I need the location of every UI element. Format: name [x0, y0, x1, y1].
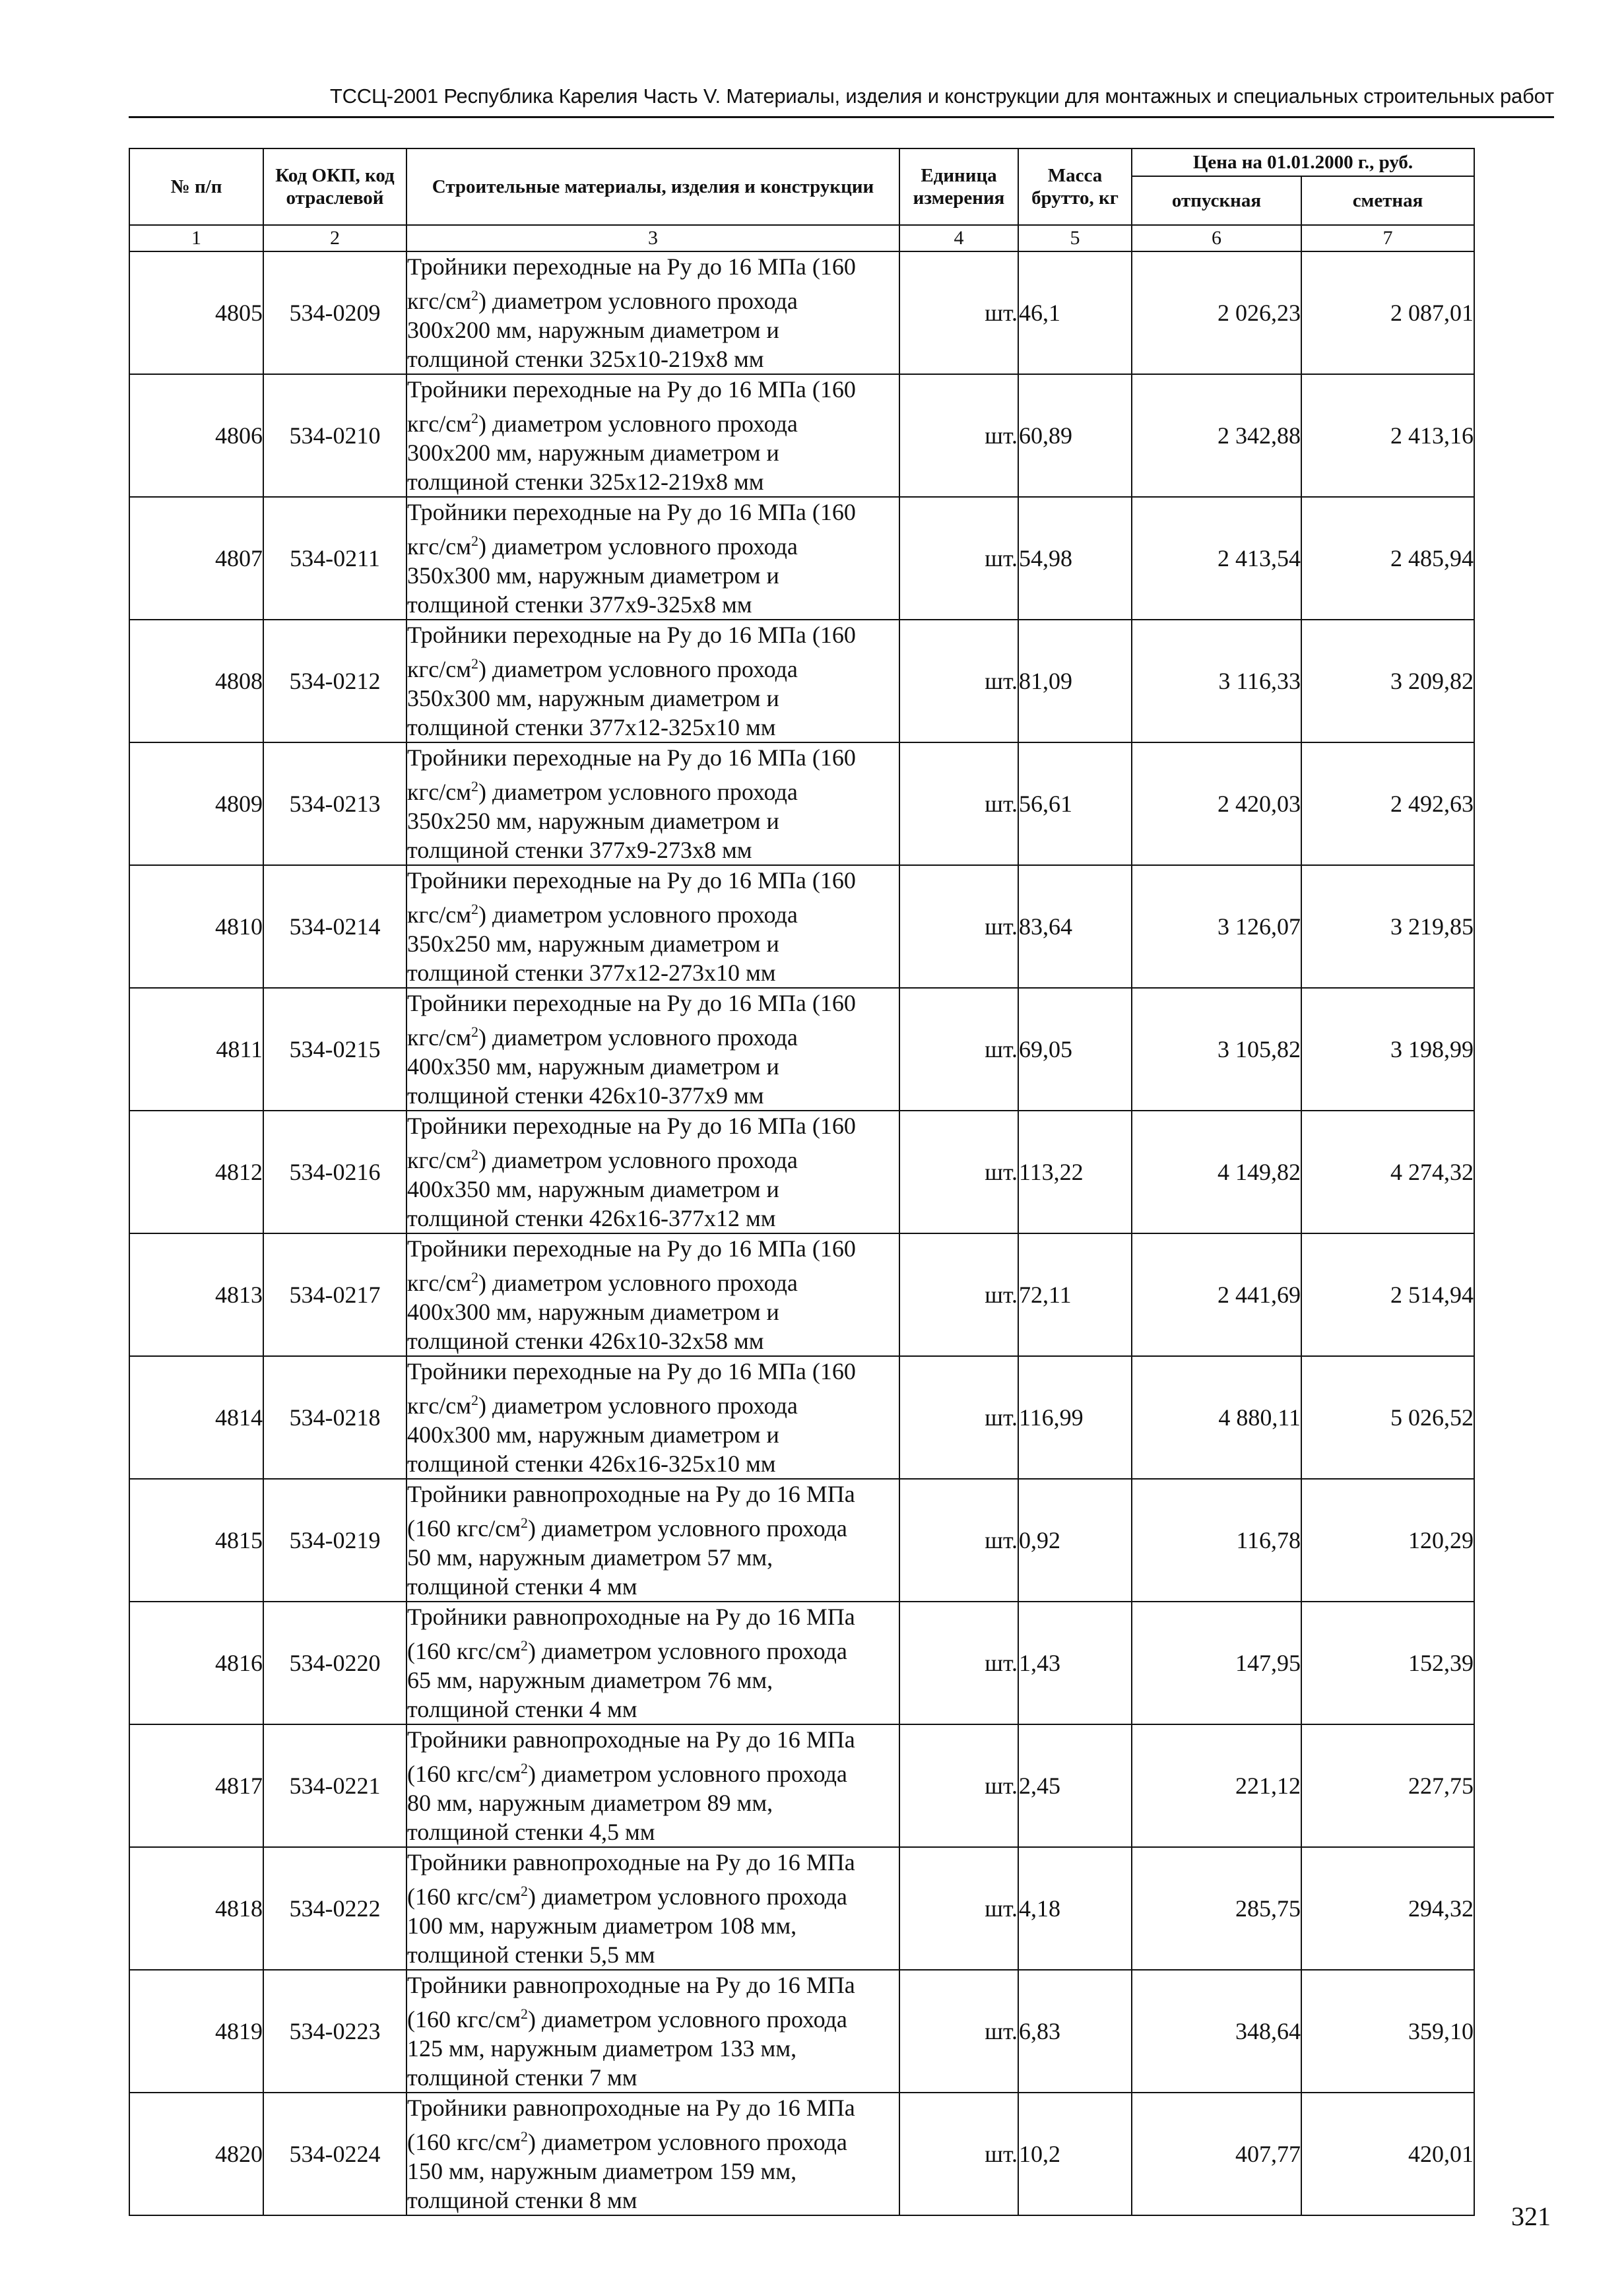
description-line: Тройники переходные на Ру до 16 МПа (160 [407, 622, 856, 648]
row-number: 4812 [129, 1111, 263, 1233]
description-line: ) диаметром условного прохода [478, 656, 798, 682]
page-number: 321 [1511, 2201, 1551, 2231]
column-index-row [129, 225, 1474, 251]
description-line: кгс/см [407, 288, 471, 314]
description-line: Тройники равнопроходные на Ру до 16 МПа [407, 1726, 855, 1753]
material-description [406, 1233, 899, 1356]
description-line: ) диаметром условного прохода [527, 1638, 847, 1664]
description-line: 80 мм, наружным диаметром 89 мм, [407, 1790, 773, 1816]
material-description [406, 1970, 899, 2093]
row-number: 4816 [129, 1602, 263, 1724]
description-line: Тройники переходные на Ру до 16 МПа (160 [407, 867, 856, 894]
description-line: толщиной стенки 377x9-273x8 мм [407, 837, 752, 863]
description-line: Тройники переходные на Ру до 16 МПа (160 [407, 1113, 856, 1139]
description-line: ) диаметром условного прохода [478, 901, 798, 928]
release-price: 116,78 [1132, 1479, 1301, 1602]
table-row [129, 1602, 1474, 1724]
estimate-price: 359,10 [1301, 1970, 1474, 2093]
description-line: толщиной стенки 377x12-325x10 мм [407, 714, 776, 740]
okp-code: 534-0213 [263, 742, 406, 865]
unit-of-measure: шт. [899, 1602, 1018, 1724]
release-price: 2 342,88 [1132, 374, 1301, 497]
release-price: 2 026,23 [1132, 251, 1301, 374]
table-row [129, 2093, 1474, 2215]
col-header-price-estimate: сметная [1301, 176, 1474, 225]
release-price: 4 880,11 [1132, 1356, 1301, 1479]
gross-mass: 56,61 [1018, 742, 1132, 865]
material-description [406, 865, 899, 988]
estimate-price: 294,32 [1301, 1847, 1474, 1970]
description-line: Тройники переходные на Ру до 16 МПа (160 [407, 253, 856, 280]
okp-code: 534-0214 [263, 865, 406, 988]
row-number: 4810 [129, 865, 263, 988]
description-line: Тройники равнопроходные на Ру до 16 МПа [407, 1972, 855, 1998]
table-row [129, 865, 1474, 988]
description-line: Тройники переходные на Ру до 16 МПа (160 [407, 499, 856, 525]
description-line: кгс/см [407, 1147, 471, 1173]
release-price: 2 413,54 [1132, 497, 1301, 620]
release-price: 3 105,82 [1132, 988, 1301, 1111]
material-description [406, 1111, 899, 1233]
description-line: Тройники переходные на Ру до 16 МПа (160 [407, 744, 856, 771]
table-row [129, 1356, 1474, 1479]
unit-of-measure: шт. [899, 2093, 1018, 2215]
material-description [406, 1602, 899, 1724]
description-line: 150 мм, наружным диаметром 159 мм, [407, 2158, 797, 2184]
gross-mass: 60,89 [1018, 374, 1132, 497]
description-line: 50 мм, наружным диаметром 57 мм, [407, 1544, 773, 1571]
column-index: 4 [899, 225, 1018, 251]
description-line: (160 кгс/см [407, 1883, 521, 1910]
release-price: 147,95 [1132, 1602, 1301, 1724]
okp-code: 534-0218 [263, 1356, 406, 1479]
material-description [406, 1356, 899, 1479]
table-row [129, 497, 1474, 620]
release-price: 348,64 [1132, 1970, 1301, 2093]
description-superscript: 2 [520, 1760, 528, 1776]
description-line: ) диаметром условного прохода [527, 1761, 847, 1787]
col-header-mass: Масса брутто, кг [1018, 148, 1132, 225]
unit-of-measure: шт. [899, 374, 1018, 497]
gross-mass: 116,99 [1018, 1356, 1132, 1479]
okp-code: 534-0220 [263, 1602, 406, 1724]
description-line: ) диаметром условного прохода [478, 1392, 798, 1419]
description-line: Тройники равнопроходные на Ру до 16 МПа [407, 2095, 855, 2121]
unit-of-measure: шт. [899, 1970, 1018, 2093]
description-line: кгс/см [407, 410, 471, 437]
description-line: кгс/см [407, 1024, 471, 1051]
gross-mass: 2,45 [1018, 1724, 1132, 1847]
material-description [406, 374, 899, 497]
description-line: кгс/см [407, 1270, 471, 1296]
estimate-price: 3 219,85 [1301, 865, 1474, 988]
okp-code: 534-0217 [263, 1233, 406, 1356]
unit-of-measure: шт. [899, 742, 1018, 865]
description-line: (160 кгс/см [407, 2006, 521, 2033]
row-number: 4819 [129, 1970, 263, 2093]
gross-mass: 69,05 [1018, 988, 1132, 1111]
description-line: толщиной стенки 8 мм [407, 2187, 637, 2213]
description-line: ) диаметром условного прохода [478, 410, 798, 437]
unit-of-measure: шт. [899, 1479, 1018, 1602]
unit-of-measure: шт. [899, 1233, 1018, 1356]
description-line: толщиной стенки 4 мм [407, 1573, 637, 1600]
row-number: 4805 [129, 251, 263, 374]
description-line: 300x200 мм, наружным диаметром и [407, 317, 779, 343]
description-superscript: 2 [471, 1146, 478, 1163]
description-superscript: 2 [471, 901, 478, 917]
unit-of-measure: шт. [899, 1724, 1018, 1847]
estimate-price: 2 087,01 [1301, 251, 1474, 374]
material-description [406, 988, 899, 1111]
table-row [129, 1970, 1474, 2093]
description-superscript: 2 [471, 1024, 478, 1040]
estimate-price: 152,39 [1301, 1602, 1474, 1724]
description-line: 400x300 мм, наружным диаметром и [407, 1421, 779, 1448]
description-line: кгс/см [407, 533, 471, 560]
table-row [129, 1233, 1474, 1356]
description-superscript: 2 [471, 655, 478, 672]
description-line: 350x300 мм, наружным диаметром и [407, 685, 779, 711]
material-description [406, 1479, 899, 1602]
description-line: кгс/см [407, 901, 471, 928]
gross-mass: 46,1 [1018, 251, 1132, 374]
description-line: ) диаметром условного прохода [478, 533, 798, 560]
description-line: ) диаметром условного прохода [527, 2006, 847, 2033]
unit-of-measure: шт. [899, 1356, 1018, 1479]
table-row [129, 742, 1474, 865]
estimate-price: 5 026,52 [1301, 1356, 1474, 1479]
okp-code: 534-0209 [263, 251, 406, 374]
material-description [406, 497, 899, 620]
release-price: 2 441,69 [1132, 1233, 1301, 1356]
description-line: (160 кгс/см [407, 1638, 521, 1664]
column-index: 6 [1132, 225, 1301, 251]
description-line: толщиной стенки 5,5 мм [407, 1941, 655, 1968]
release-price: 3 116,33 [1132, 620, 1301, 742]
description-line: 350x250 мм, наружным диаметром и [407, 930, 779, 957]
row-number: 4806 [129, 374, 263, 497]
description-line: ) диаметром условного прохода [478, 1147, 798, 1173]
description-superscript: 2 [471, 778, 478, 795]
unit-of-measure: шт. [899, 1847, 1018, 1970]
running-header: ТССЦ-2001 Республика Карелия Часть V. Материалы, изделия и конструкции для монтажных и специальных строительных работ [329, 84, 1554, 108]
description-line: 300x200 мм, наружным диаметром и [407, 440, 779, 466]
gross-mass: 83,64 [1018, 865, 1132, 988]
release-price: 221,12 [1132, 1724, 1301, 1847]
row-number: 4811 [129, 988, 263, 1111]
description-line: Тройники переходные на Ру до 16 МПа (160 [407, 376, 856, 403]
table-row [129, 620, 1474, 742]
okp-code: 534-0211 [263, 497, 406, 620]
row-number: 4818 [129, 1847, 263, 1970]
description-superscript: 2 [471, 410, 478, 426]
column-index: 7 [1301, 225, 1474, 251]
description-superscript: 2 [520, 1883, 528, 1899]
table-row [129, 1724, 1474, 1847]
price-table [129, 148, 1475, 2216]
description-line: толщиной стенки 377x12-273x10 мм [407, 960, 776, 986]
description-line: толщиной стенки 4 мм [407, 1696, 637, 1722]
table-row [129, 251, 1474, 374]
description-line: 400x350 мм, наружным диаметром и [407, 1053, 779, 1080]
material-description [406, 1724, 899, 1847]
description-line: Тройники переходные на Ру до 16 МПа (160 [407, 1358, 856, 1384]
description-line: ) диаметром условного прохода [527, 2129, 847, 2155]
description-line: 65 мм, наружным диаметром 76 мм, [407, 1667, 773, 1693]
row-number: 4809 [129, 742, 263, 865]
col-header-unit: Единица измерения [899, 148, 1018, 225]
estimate-price: 2 514,94 [1301, 1233, 1474, 1356]
okp-code: 534-0215 [263, 988, 406, 1111]
description-line: (160 кгс/см [407, 1515, 521, 1542]
col-header-num: № п/п [129, 148, 263, 225]
description-superscript: 2 [520, 1637, 528, 1654]
row-number: 4813 [129, 1233, 263, 1356]
table-row [129, 988, 1474, 1111]
header-rule [129, 116, 1554, 118]
description-superscript: 2 [520, 2128, 528, 2145]
column-index: 3 [406, 225, 899, 251]
description-line: Тройники равнопроходные на Ру до 16 МПа [407, 1849, 855, 1875]
unit-of-measure: шт. [899, 620, 1018, 742]
okp-code: 534-0221 [263, 1724, 406, 1847]
gross-mass: 4,18 [1018, 1847, 1132, 1970]
description-line: ) диаметром условного прохода [478, 1270, 798, 1296]
col-header-code: Код ОКП, код отраслевой [263, 148, 406, 225]
description-line: (160 кгс/см [407, 1761, 521, 1787]
description-line: 400x350 мм, наружным диаметром и [407, 1176, 779, 1202]
okp-code: 534-0210 [263, 374, 406, 497]
description-line: Тройники переходные на Ру до 16 МПа (160 [407, 1235, 856, 1262]
estimate-price: 3 209,82 [1301, 620, 1474, 742]
description-line: толщиной стенки 426x10-32x58 мм [407, 1328, 764, 1354]
gross-mass: 0,92 [1018, 1479, 1132, 1602]
unit-of-measure: шт. [899, 497, 1018, 620]
description-line: 125 мм, наружным диаметром 133 мм, [407, 2035, 797, 2062]
table-row [129, 1847, 1474, 1970]
material-description [406, 620, 899, 742]
description-line: толщиной стенки 426x10-377x9 мм [407, 1082, 764, 1109]
estimate-price: 2 485,94 [1301, 497, 1474, 620]
column-index: 1 [129, 225, 263, 251]
release-price: 407,77 [1132, 2093, 1301, 2215]
gross-mass: 81,09 [1018, 620, 1132, 742]
estimate-price: 2 413,16 [1301, 374, 1474, 497]
estimate-price: 227,75 [1301, 1724, 1474, 1847]
okp-code: 534-0223 [263, 1970, 406, 2093]
col-header-name: Строительные материалы, изделия и конструкции [406, 148, 899, 225]
description-line: толщиной стенки 325x12-219x8 мм [407, 469, 764, 495]
description-line: (160 кгс/см [407, 2129, 521, 2155]
table-body [129, 251, 1474, 2215]
material-description [406, 2093, 899, 2215]
description-line: ) диаметром условного прохода [478, 288, 798, 314]
row-number: 4808 [129, 620, 263, 742]
estimate-price: 120,29 [1301, 1479, 1474, 1602]
description-line: 350x250 мм, наружным диаметром и [407, 808, 779, 834]
gross-mass: 6,83 [1018, 1970, 1132, 2093]
column-index: 2 [263, 225, 406, 251]
description-line: Тройники равнопроходные на Ру до 16 МПа [407, 1604, 855, 1630]
description-line: кгс/см [407, 1392, 471, 1419]
description-line: толщиной стенки 426x16-377x12 мм [407, 1205, 776, 1231]
description-line: Тройники переходные на Ру до 16 МПа (160 [407, 990, 856, 1016]
okp-code: 534-0222 [263, 1847, 406, 1970]
gross-mass: 113,22 [1018, 1111, 1132, 1233]
description-line: ) диаметром условного прохода [478, 779, 798, 805]
description-superscript: 2 [471, 1392, 478, 1408]
row-number: 4820 [129, 2093, 263, 2215]
release-price: 4 149,82 [1132, 1111, 1301, 1233]
description-line: толщиной стенки 7 мм [407, 2064, 637, 2091]
description-line: кгс/см [407, 779, 471, 805]
gross-mass: 10,2 [1018, 2093, 1132, 2215]
table-row [129, 1111, 1474, 1233]
description-superscript: 2 [471, 287, 478, 304]
table-row [129, 1479, 1474, 1602]
material-description [406, 1847, 899, 1970]
gross-mass: 54,98 [1018, 497, 1132, 620]
estimate-price: 4 274,32 [1301, 1111, 1474, 1233]
description-line: Тройники равнопроходные на Ру до 16 МПа [407, 1481, 855, 1507]
material-description [406, 251, 899, 374]
unit-of-measure: шт. [899, 988, 1018, 1111]
description-line: ) диаметром условного прохода [527, 1515, 847, 1542]
description-line: толщиной стенки 4,5 мм [407, 1819, 655, 1845]
description-superscript: 2 [471, 533, 478, 549]
material-description [406, 742, 899, 865]
description-superscript: 2 [520, 2005, 528, 2022]
unit-of-measure: шт. [899, 865, 1018, 988]
table-row [129, 374, 1474, 497]
unit-of-measure: шт. [899, 1111, 1018, 1233]
estimate-price: 420,01 [1301, 2093, 1474, 2215]
description-superscript: 2 [471, 1269, 478, 1286]
description-line: кгс/см [407, 656, 471, 682]
row-number: 4807 [129, 497, 263, 620]
release-price: 285,75 [1132, 1847, 1301, 1970]
col-header-price-group: Цена на 01.01.2000 г., руб. [1132, 148, 1474, 176]
gross-mass: 1,43 [1018, 1602, 1132, 1724]
description-line: толщиной стенки 426x16-325x10 мм [407, 1450, 776, 1477]
description-line: 350x300 мм, наружным диаметром и [407, 562, 779, 589]
description-superscript: 2 [520, 1515, 528, 1531]
estimate-price: 3 198,99 [1301, 988, 1474, 1111]
column-index: 5 [1018, 225, 1132, 251]
release-price: 2 420,03 [1132, 742, 1301, 865]
release-price: 3 126,07 [1132, 865, 1301, 988]
row-number: 4815 [129, 1479, 263, 1602]
okp-code: 534-0212 [263, 620, 406, 742]
col-header-price-release: отпускная [1132, 176, 1301, 225]
description-line: 400x300 мм, наружным диаметром и [407, 1299, 779, 1325]
okp-code: 534-0216 [263, 1111, 406, 1233]
row-number: 4817 [129, 1724, 263, 1847]
description-line: толщиной стенки 377x9-325x8 мм [407, 591, 752, 618]
row-number: 4814 [129, 1356, 263, 1479]
description-line: ) диаметром условного прохода [527, 1883, 847, 1910]
description-line: толщиной стенки 325x10-219x8 мм [407, 346, 764, 372]
okp-code: 534-0224 [263, 2093, 406, 2215]
gross-mass: 72,11 [1018, 1233, 1132, 1356]
unit-of-measure: шт. [899, 251, 1018, 374]
okp-code: 534-0219 [263, 1479, 406, 1602]
description-line: 100 мм, наружным диаметром 108 мм, [407, 1912, 797, 1939]
estimate-price: 2 492,63 [1301, 742, 1474, 865]
description-line: ) диаметром условного прохода [478, 1024, 798, 1051]
